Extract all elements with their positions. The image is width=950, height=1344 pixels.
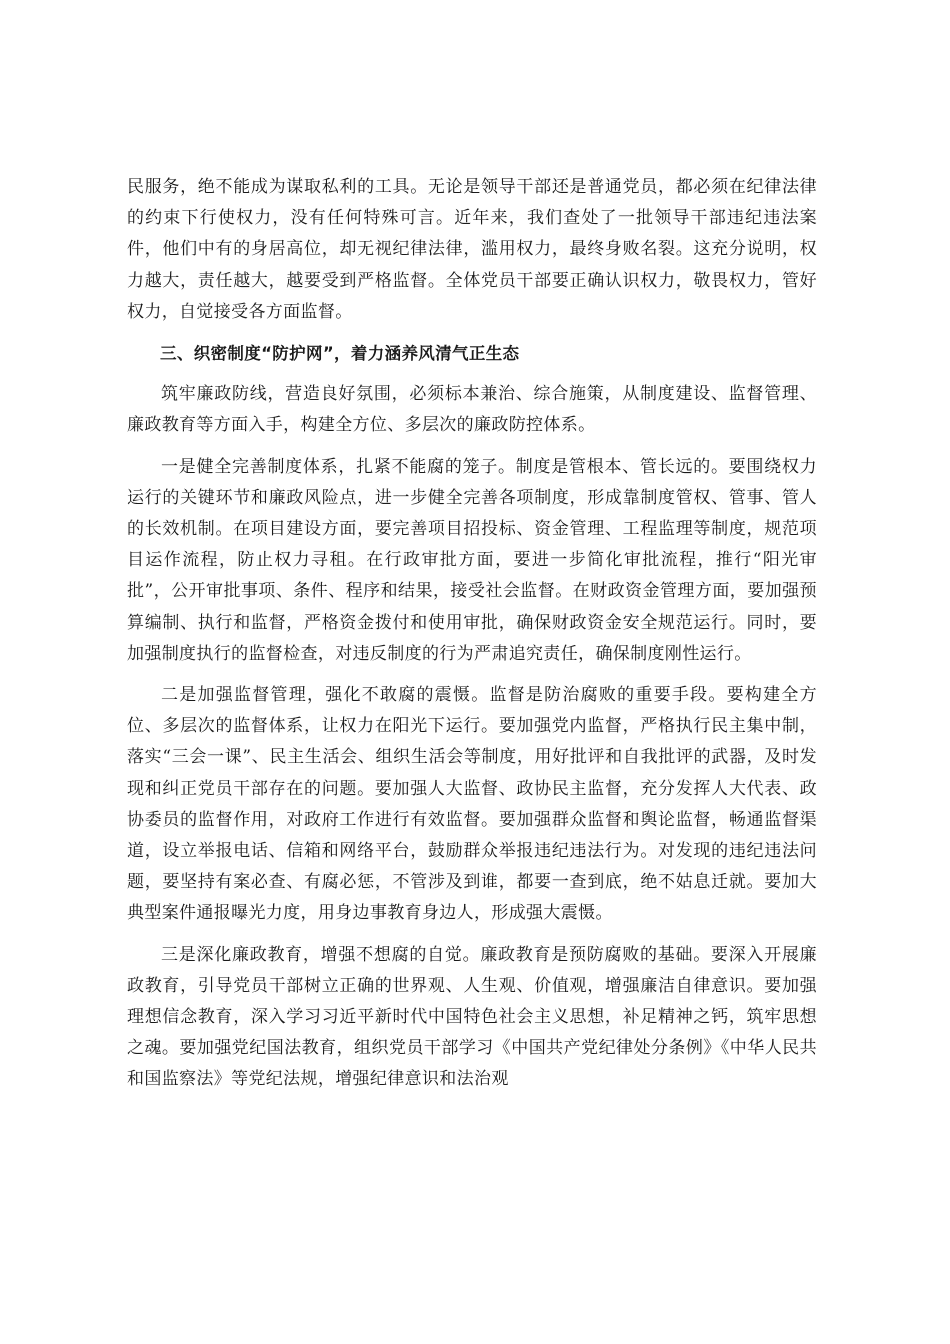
paragraph-point-three: 三是深化廉政教育，增强不想腐的自觉。廉政教育是预防腐败的基础。要深入开展廉政教育，引导党员干部树立正确的世界观、人生观、价值观，增强廉洁自律意识。要加强理想信念教育，深入学习习近平新时代中国特色社会主义思想，补足精神之钙，筑牢思想之魂。要加强党纪国法教育，组织党员干部学习《中国共产党纪律处分条例》《中华人民共和国监察法》等党纪法规，增强纪律意识和法治观 [127, 944, 817, 1090]
section-heading-three: 三、织密制度“防护网”，着力涵养风清气正生态 [160, 344, 520, 364]
paragraph-intro: 筑牢廉政防线，营造良好氛围，必须标本兼治、综合施策，从制度建设、监督管理、廉政教育等方面入手，构建全方位、多层次的廉政防控体系。 [127, 384, 817, 436]
paragraph-point-two: 二是加强监督管理，强化不敢腐的震慑。监督是防治腐败的重要手段。要构建全方位、多层次的监督体系，让权力在阳光下运行。要加强党内监督，严格执行民主集中制，落实“三会一课”、民主生活会、组织生活会等制度，用好批评和自我批评的武器，及时发现和纠正党员干部存在的问题。要加强人大监督、政协民主监督，充分发挥人大代表、政协委员的监督作用，对政府工作进行有效监督。要加强群众监督和舆论监督，畅通监督渠道，设立举报电话、信箱和网络平台，鼓励群众举报违纪违法行为。对发现的违纪违法问题，要坚持有案必查、有腐必惩，不管涉及到谁，都要一查到底，绝不姑息迁就。要加大典型案件通报曝光力度，用身边事教育身边人，形成强大震慑。 [127, 685, 817, 924]
paragraph-continued: 民服务，绝不能成为谋取私利的工具。无论是领导干部还是普通党员，都必须在纪律法律的约束下行使权力，没有任何特殊可言。近年来，我们查处了一批领导干部违纪违法案件，他们中有的身居高位，却无视纪律法律，滥用权力，最终身败名裂。这充分说明，权力越大，责任越大，越要受到严格监督。全体党员干部要正确认识权力，敬畏权力，管好权力，自觉接受各方面监督。 [127, 177, 817, 322]
paragraph-point-one: 一是健全完善制度体系，扎紧不能腐的笼子。制度是管根本、管长远的。要围绕权力运行的关键环节和廉政风险点，进一步健全完善各项制度，形成靠制度管权、管事、管人的长效机制。在项目建设方面，要完善项目招投标、资金管理、工程监理等制度，规范项目运作流程，防止权力寻租。在行政审批方面，要进一步简化审批流程，推行“阳光审批”，公开审批事项、条件、程序和结果，接受社会监督。在财政资金管理方面，要加强预算编制、执行和监督，严格资金拨付和使用审批，确保财政资金安全规范运行。同时，要加强制度执行的监督检查，对违反制度的行为严肃追究责任，确保制度刚性运行。 [127, 456, 817, 664]
document-body [127, 172, 817, 1106]
